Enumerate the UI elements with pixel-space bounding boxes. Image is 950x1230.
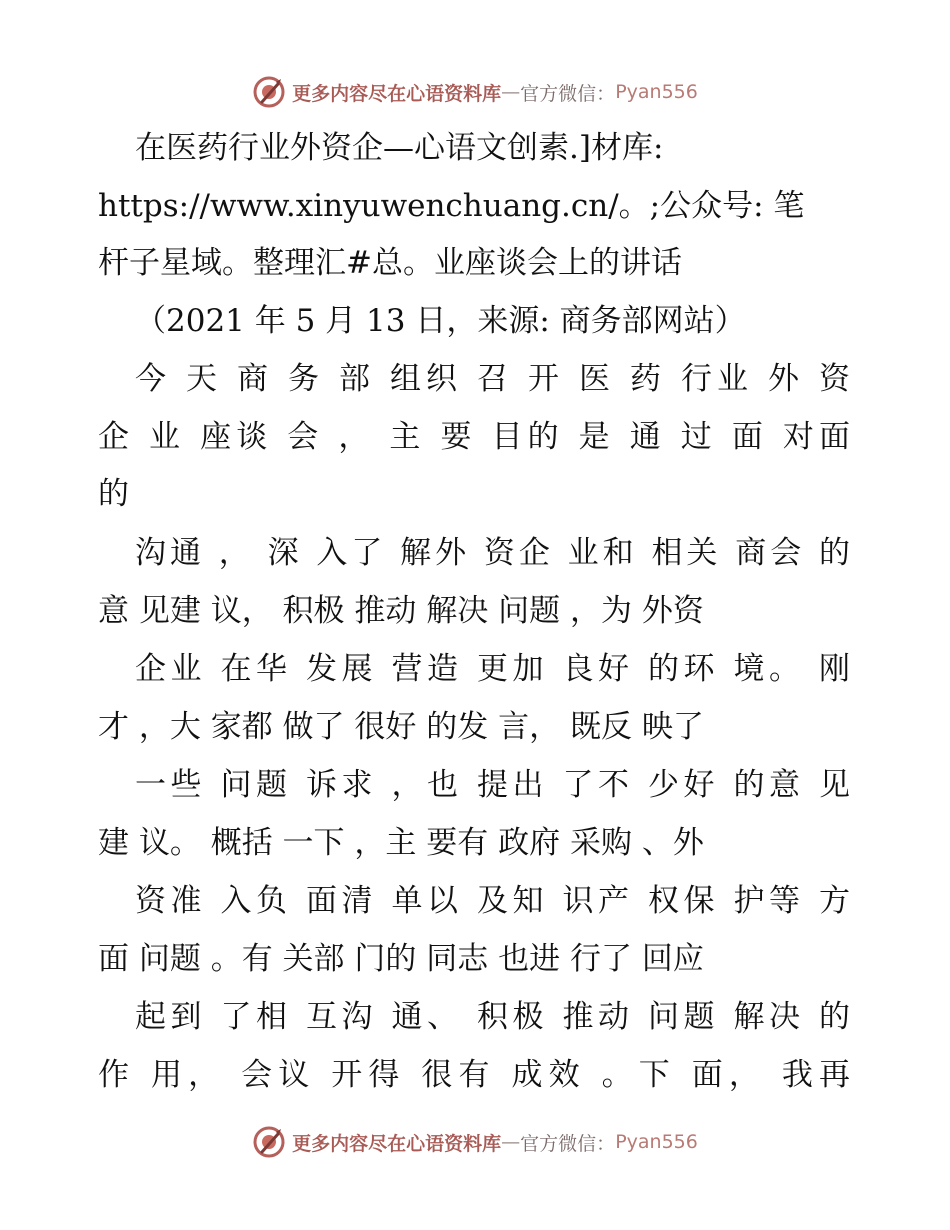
doc-line-source: （2021 年 5 月 13 日，来源: 商务部网站） xyxy=(135,303,746,339)
doc-line-paragraph: 沟通 ， 深 入了 解外 资企 业和 相关 商会 的 xyxy=(135,535,850,571)
doc-line-paragraph: 企业 在华 发展 营造 更加 良好 的环 境。 刚 xyxy=(135,651,850,687)
watermark-brand: 更多内容尽在心语资料库 xyxy=(292,1132,502,1155)
brand-logo-icon xyxy=(252,75,286,109)
doc-line-title-1: 在医药行业外资企—心语文创素.]材库: xyxy=(135,130,664,166)
doc-line-paragraph: 今 天 商 务 部 组织 召 开 医 药 行业 外 资 xyxy=(135,361,850,397)
doc-line-paragraph: 的 xyxy=(98,476,129,512)
doc-line-paragraph: 才 ，大 家都 做了 很好 的发 言， 既反 映了 xyxy=(98,709,704,745)
watermark-dash: — xyxy=(501,81,521,103)
header-watermark xyxy=(0,72,950,112)
doc-line-paragraph: 起到 了相 互沟 通、 积极 推动 问题 解决 的 xyxy=(135,999,850,1035)
doc-line-paragraph: 建 议。 概括 一下 ，主 要有 政府 采购 、外 xyxy=(98,825,704,861)
doc-line-paragraph: 一些 问题 诉求 ，也 提出 了不 少好 的意 见 xyxy=(135,767,850,803)
watermark-official-label: 官方微信： xyxy=(520,1132,616,1155)
footer-watermark xyxy=(0,1122,950,1162)
watermark-wechat-id: Pyan556 xyxy=(615,81,698,103)
doc-line-title-2: https://www.xinyuwenchuang.cn/。;公众号: 笔 xyxy=(98,188,805,224)
doc-line-paragraph: 资准 入负 面清 单以 及知 识产 权保 护等 方 xyxy=(135,883,850,919)
doc-line-paragraph: 意 见建 议， 积极 推动 解决 问题 ，为 外资 xyxy=(98,593,704,629)
doc-line-paragraph: 面 问题 。有 关部 门的 同志 也进 行了 回应 xyxy=(98,941,704,977)
watermark-brand: 更多内容尽在心语资料库 xyxy=(292,82,502,105)
doc-line-paragraph: 作 用， 会议 开得 很有 成效 。下 面， 我再 xyxy=(98,1057,850,1093)
watermark-dash: — xyxy=(501,1131,521,1153)
doc-line-title-3: 杆子星域。整理汇#总。业座谈会上的讲话 xyxy=(98,245,682,281)
watermark-official-label: 官方微信： xyxy=(520,82,616,105)
watermark-wechat-id: Pyan556 xyxy=(615,1131,698,1153)
doc-line-paragraph: 企 业 座谈 会 ， 主 要 目的 是 通 过 面 对面 xyxy=(98,419,850,455)
brand-logo-icon xyxy=(252,1125,286,1159)
